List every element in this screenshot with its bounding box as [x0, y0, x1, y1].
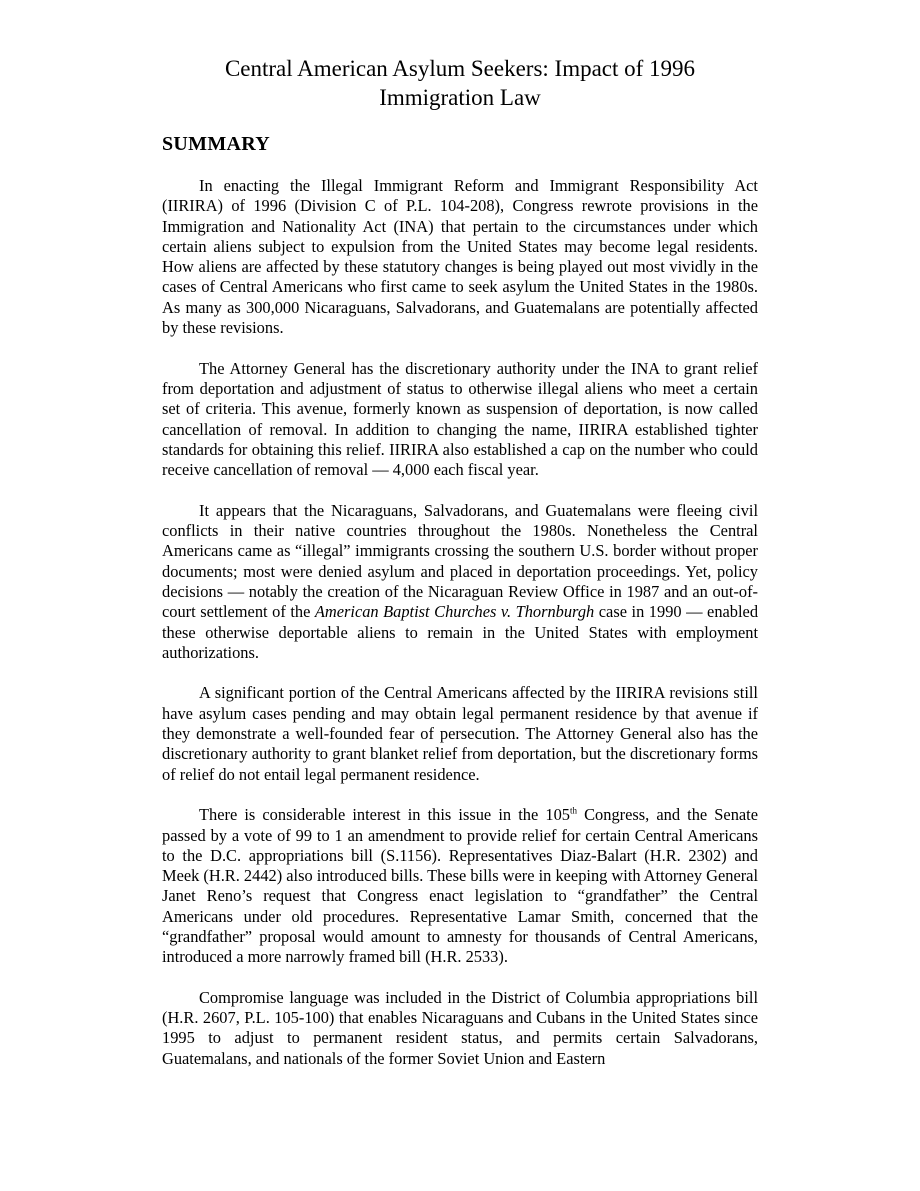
paragraph-5-text-b: Congress, and the Senate passed by a vote of 99 to 1 an amendment to provide relief for certain Central Americans to the D.C. appropriations bill (S.1156). Representatives Diaz-Balart (H.R. 2302) and Meek (H.R. 2442) also introduced bills. These bills were in keeping with Attorney General Janet Reno’s request that Congress enact legislation to “grandfather” the Central Americans under old procedures. Representative Lamar Smith, concerned that the “grandfather” proposal would amount to amnesty for thousands of Central Americans, introduced a more narrowly framed bill (H.R. 2533). — [162, 805, 759, 967]
document-title — [162, 54, 758, 112]
paragraph-4: A significant portion of the Central Americans affected by the IIRIRA revisions still have asylum cases pending and may obtain legal permanent residence by that avenue if they demonstrate a well-founded fear of persecution. The Attorney General also has the discretionary authority to grant blanket relief from deportation, but the discretionary forms of relief do not entail legal permanent residence. — [162, 683, 758, 784]
document-page — [162, 54, 758, 1069]
paragraph-6: Compromise language was included in the District of Columbia appropriations bill (H.R. 2607, P.L. 105-100) that enables Nicaraguans and Cubans in the United States since 1995 to adjust to permanent resident status, and permits certain Salvadorans, Guatemalans, and nationals of the former Soviet Union and Eastern — [162, 987, 758, 1068]
paragraph-5 — [162, 805, 758, 967]
paragraph-3-text-b: case in 1990 — enabled these otherwise deportable aliens to remain in the United States with employment authorizations. — [162, 602, 759, 662]
paragraph-2: The Attorney General has the discretionary authority under the INA to grant relief from deportation and adjustment of status to otherwise illegal aliens who meet a certain set of criteria. This avenue, formerly known as suspension of deportation, is now called cancellation of removal. In addition to changing the name, IIRIRA established tighter standards for obtaining this relief. IIRIRA also established a cap on the number who could receive cancellation of removal — 4,000 each fiscal year. — [162, 358, 758, 480]
ordinal-suffix: th — [569, 805, 577, 816]
title-line-1: Central American Asylum Seekers: Impact of 1996 — [224, 56, 696, 81]
title-line-2: Immigration Law — [379, 85, 541, 110]
section-heading: SUMMARY — [162, 133, 271, 155]
case-name: American Baptist Churches v. Thornburgh — [314, 602, 595, 622]
paragraph-5-text-a: There is considerable interest in this issue in the 105 — [199, 805, 570, 825]
paragraph-3-text-a: It appears that the Nicaraguans, Salvadorans, and Guatemalans were fleeing civil conflicts in their native countries throughout the 1980s. Nonetheless the Central Americans came as “illegal” immigrants crossing the southern U.S. border without proper documents; most were denied asylum and placed in deportation proceedings. Yet, policy decisions — notably the creation of the Nicaraguan Review Office in 1987 and an out-of-court settlement of the — [162, 500, 758, 622]
paragraph-1: In enacting the Illegal Immigrant Reform and Immigrant Responsibility Act (IIRIRA) of 1996 (Division C of P.L. 104-208), Congress rewrote provisions in the Immigration and Nationality Act (INA) that pertain to the circumstances under which certain aliens subject to expulsion from the United States may become legal residents. How aliens are affected by these statutory changes is being played out most vividly in the cases of Central Americans who first came to seek asylum the United States in the 1980s. As many as 300,000 Nicaraguans, Salvadorans, and Guatemalans are potentially affected by these revisions. — [162, 176, 758, 338]
paragraph-3 — [162, 501, 758, 663]
